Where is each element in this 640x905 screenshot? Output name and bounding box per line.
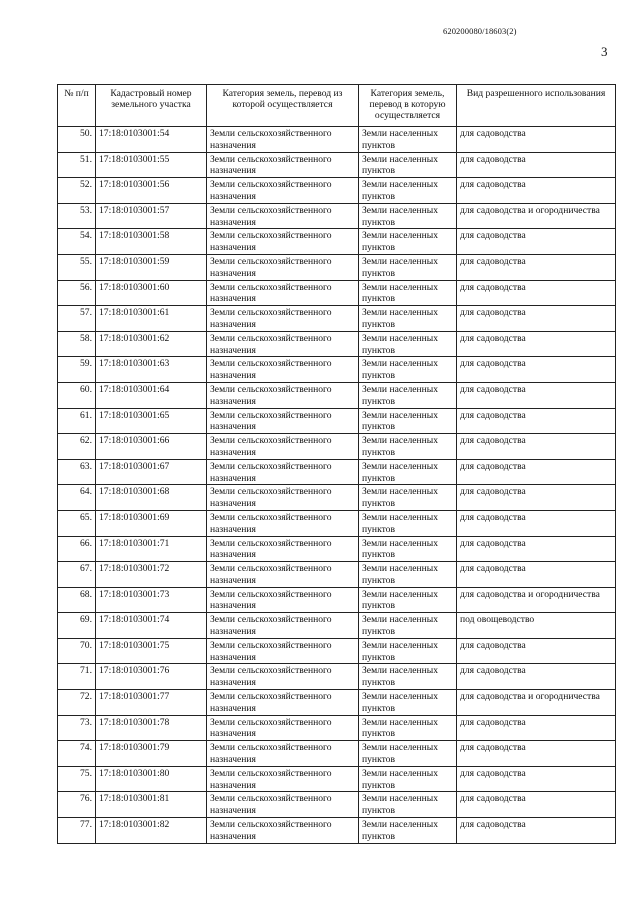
permitted-use: для садоводства <box>457 357 616 383</box>
table-row <box>58 408 616 434</box>
table-row <box>58 254 616 280</box>
cadastral-number: 17:18:0103001:75 <box>96 638 207 664</box>
row-number: 51. <box>58 152 96 178</box>
table-row <box>58 741 616 767</box>
row-number: 62. <box>58 434 96 460</box>
cadastral-number: 17:18:0103001:73 <box>96 587 207 613</box>
cadastral-number: 17:18:0103001:61 <box>96 306 207 332</box>
category-from: Земли сельскохозяйственного назначения <box>207 792 359 818</box>
category-from: Земли сельскохозяйственного назначения <box>207 254 359 280</box>
row-number: 64. <box>58 485 96 511</box>
table-row <box>58 331 616 357</box>
cadastral-number: 17:18:0103001:57 <box>96 203 207 229</box>
table-row <box>58 178 616 204</box>
category-from: Земли сельскохозяйственного назначения <box>207 638 359 664</box>
category-to: Земли населенных пунктов <box>359 587 457 613</box>
cadastral-number: 17:18:0103001:71 <box>96 536 207 562</box>
category-to: Земли населенных пунктов <box>359 331 457 357</box>
cadastral-number: 17:18:0103001:66 <box>96 434 207 460</box>
cadastral-number: 17:18:0103001:65 <box>96 408 207 434</box>
category-from: Земли сельскохозяйственного назначения <box>207 382 359 408</box>
permitted-use: для садоводства и огородничества <box>457 690 616 716</box>
category-to: Земли населенных пунктов <box>359 434 457 460</box>
category-to: Земли населенных пунктов <box>359 818 457 844</box>
row-number: 63. <box>58 459 96 485</box>
category-to: Земли населенных пунктов <box>359 741 457 767</box>
category-from: Земли сельскохозяйственного назначения <box>207 613 359 639</box>
table-row <box>58 613 616 639</box>
category-to: Земли населенных пунктов <box>359 280 457 306</box>
document-reference: 620200080/18603(2) <box>443 26 517 36</box>
row-number: 75. <box>58 766 96 792</box>
category-from: Земли сельскохозяйственного назначения <box>207 664 359 690</box>
row-number: 66. <box>58 536 96 562</box>
row-number: 57. <box>58 306 96 332</box>
cadastral-number: 17:18:0103001:72 <box>96 562 207 588</box>
row-number: 72. <box>58 690 96 716</box>
category-from: Земли сельскохозяйственного назначения <box>207 408 359 434</box>
table-row <box>58 485 616 511</box>
permitted-use: для садоводства <box>457 280 616 306</box>
cadastral-number: 17:18:0103001:54 <box>96 127 207 153</box>
table-row <box>58 382 616 408</box>
category-to: Земли населенных пунктов <box>359 485 457 511</box>
permitted-use: для садоводства <box>457 485 616 511</box>
table-row <box>58 562 616 588</box>
category-from: Земли сельскохозяйственного назначения <box>207 587 359 613</box>
permitted-use: для садоводства <box>457 127 616 153</box>
header-number: № п/п <box>58 85 96 127</box>
cadastral-number: 17:18:0103001:60 <box>96 280 207 306</box>
category-from: Земли сельскохозяйственного назначения <box>207 536 359 562</box>
category-from: Земли сельскохозяйственного назначения <box>207 510 359 536</box>
table-row <box>58 459 616 485</box>
category-from: Земли сельскохозяйственного назначения <box>207 459 359 485</box>
cadastral-number: 17:18:0103001:77 <box>96 690 207 716</box>
cadastral-number: 17:18:0103001:69 <box>96 510 207 536</box>
row-number: 58. <box>58 331 96 357</box>
cadastral-number: 17:18:0103001:76 <box>96 664 207 690</box>
permitted-use: для садоводства <box>457 715 616 741</box>
permitted-use: для садоводства <box>457 331 616 357</box>
category-from: Земли сельскохозяйственного назначения <box>207 562 359 588</box>
row-number: 76. <box>58 792 96 818</box>
row-number: 71. <box>58 664 96 690</box>
category-to: Земли населенных пунктов <box>359 562 457 588</box>
cadastral-number: 17:18:0103001:68 <box>96 485 207 511</box>
permitted-use: для садоводства <box>457 562 616 588</box>
category-to: Земли населенных пунктов <box>359 638 457 664</box>
table-row <box>58 766 616 792</box>
permitted-use: для садоводства <box>457 306 616 332</box>
category-from: Земли сельскохозяйственного назначения <box>207 203 359 229</box>
cadastral-number: 17:18:0103001:59 <box>96 254 207 280</box>
category-to: Земли населенных пунктов <box>359 690 457 716</box>
permitted-use: для садоводства <box>457 459 616 485</box>
permitted-use: для садоводства <box>457 510 616 536</box>
category-to: Земли населенных пунктов <box>359 152 457 178</box>
category-to: Земли населенных пунктов <box>359 229 457 255</box>
category-to: Земли населенных пунктов <box>359 510 457 536</box>
category-to: Земли населенных пунктов <box>359 357 457 383</box>
row-number: 60. <box>58 382 96 408</box>
permitted-use: для садоводства <box>457 818 616 844</box>
row-number: 68. <box>58 587 96 613</box>
cadastral-number: 17:18:0103001:64 <box>96 382 207 408</box>
category-to: Земли населенных пунктов <box>359 715 457 741</box>
header-permitted-use: Вид разрешенного использования <box>457 85 616 127</box>
category-from: Земли сельскохозяйственного назначения <box>207 280 359 306</box>
permitted-use: для садоводства и огородничества <box>457 587 616 613</box>
category-to: Земли населенных пунктов <box>359 408 457 434</box>
category-to: Земли населенных пунктов <box>359 254 457 280</box>
permitted-use: для садоводства <box>457 638 616 664</box>
row-number: 61. <box>58 408 96 434</box>
table-body <box>58 127 616 844</box>
category-from: Земли сельскохозяйственного назначения <box>207 331 359 357</box>
category-to: Земли населенных пунктов <box>359 127 457 153</box>
cadastral-number: 17:18:0103001:80 <box>96 766 207 792</box>
category-from: Земли сельскохозяйственного назначения <box>207 715 359 741</box>
category-to: Земли населенных пунктов <box>359 664 457 690</box>
cadastral-number: 17:18:0103001:74 <box>96 613 207 639</box>
permitted-use: для садоводства <box>457 254 616 280</box>
cadastral-number: 17:18:0103001:79 <box>96 741 207 767</box>
row-number: 69. <box>58 613 96 639</box>
land-parcel-table <box>57 84 616 844</box>
permitted-use: для садоводства <box>457 382 616 408</box>
permitted-use: для садоводства <box>457 766 616 792</box>
header-cadastral-number: Кадастровый номер земельного участка <box>96 85 207 127</box>
table-row <box>58 127 616 153</box>
row-number: 74. <box>58 741 96 767</box>
table-row <box>58 536 616 562</box>
table-row <box>58 638 616 664</box>
category-from: Земли сельскохозяйственного назначения <box>207 306 359 332</box>
permitted-use: под овощеводство <box>457 613 616 639</box>
category-from: Земли сельскохозяйственного назначения <box>207 485 359 511</box>
permitted-use: для садоводства <box>457 741 616 767</box>
row-number: 53. <box>58 203 96 229</box>
permitted-use: для садоводства <box>457 792 616 818</box>
category-from: Земли сельскохозяйственного назначения <box>207 127 359 153</box>
cadastral-number: 17:18:0103001:62 <box>96 331 207 357</box>
category-to: Земли населенных пунктов <box>359 536 457 562</box>
cadastral-number: 17:18:0103001:56 <box>96 178 207 204</box>
row-number: 67. <box>58 562 96 588</box>
category-from: Земли сельскохозяйственного назначения <box>207 357 359 383</box>
category-from: Земли сельскохозяйственного назначения <box>207 766 359 792</box>
category-from: Земли сельскохозяйственного назначения <box>207 152 359 178</box>
category-from: Земли сельскохозяйственного назначения <box>207 434 359 460</box>
cadastral-number: 17:18:0103001:82 <box>96 818 207 844</box>
cadastral-number: 17:18:0103001:67 <box>96 459 207 485</box>
category-from: Земли сельскохозяйственного назначения <box>207 178 359 204</box>
table-row <box>58 664 616 690</box>
row-number: 56. <box>58 280 96 306</box>
table-row <box>58 792 616 818</box>
row-number: 55. <box>58 254 96 280</box>
category-to: Земли населенных пунктов <box>359 382 457 408</box>
table-row <box>58 357 616 383</box>
table-row <box>58 152 616 178</box>
cadastral-number: 17:18:0103001:55 <box>96 152 207 178</box>
permitted-use: для садоводства <box>457 536 616 562</box>
table-row <box>58 280 616 306</box>
table-row <box>58 818 616 844</box>
category-to: Земли населенных пунктов <box>359 792 457 818</box>
permitted-use: для садоводства <box>457 178 616 204</box>
category-from: Земли сельскохозяйственного назначения <box>207 741 359 767</box>
table-row <box>58 434 616 460</box>
row-number: 59. <box>58 357 96 383</box>
category-from: Земли сельскохозяйственного назначения <box>207 229 359 255</box>
table-row <box>58 715 616 741</box>
table-row <box>58 306 616 332</box>
category-to: Земли населенных пунктов <box>359 459 457 485</box>
table-row <box>58 229 616 255</box>
category-from: Земли сельскохозяйственного назначения <box>207 690 359 716</box>
permitted-use: для садоводства <box>457 664 616 690</box>
category-to: Земли населенных пунктов <box>359 203 457 229</box>
row-number: 52. <box>58 178 96 204</box>
table-row <box>58 203 616 229</box>
category-to: Земли населенных пунктов <box>359 766 457 792</box>
cadastral-number: 17:18:0103001:78 <box>96 715 207 741</box>
permitted-use: для садоводства и огородничества <box>457 203 616 229</box>
row-number: 70. <box>58 638 96 664</box>
permitted-use: для садоводства <box>457 408 616 434</box>
category-to: Земли населенных пунктов <box>359 178 457 204</box>
category-from: Земли сельскохозяйственного назначения <box>207 818 359 844</box>
row-number: 73. <box>58 715 96 741</box>
table-row <box>58 587 616 613</box>
row-number: 54. <box>58 229 96 255</box>
page-number: 3 <box>601 44 608 59</box>
category-to: Земли населенных пунктов <box>359 613 457 639</box>
row-number: 77. <box>58 818 96 844</box>
table-row <box>58 690 616 716</box>
row-number: 65. <box>58 510 96 536</box>
permitted-use: для садоводства <box>457 152 616 178</box>
header-category-to: Категория земель, перевод в которую осуществляется <box>359 85 457 127</box>
cadastral-number: 17:18:0103001:58 <box>96 229 207 255</box>
table-row <box>58 510 616 536</box>
cadastral-number: 17:18:0103001:81 <box>96 792 207 818</box>
permitted-use: для садоводства <box>457 229 616 255</box>
header-category-from: Категория земель, перевод из которой осуществляется <box>207 85 359 127</box>
permitted-use: для садоводства <box>457 434 616 460</box>
cadastral-number: 17:18:0103001:63 <box>96 357 207 383</box>
category-to: Земли населенных пунктов <box>359 306 457 332</box>
table-header-row <box>58 85 616 127</box>
row-number: 50. <box>58 127 96 153</box>
